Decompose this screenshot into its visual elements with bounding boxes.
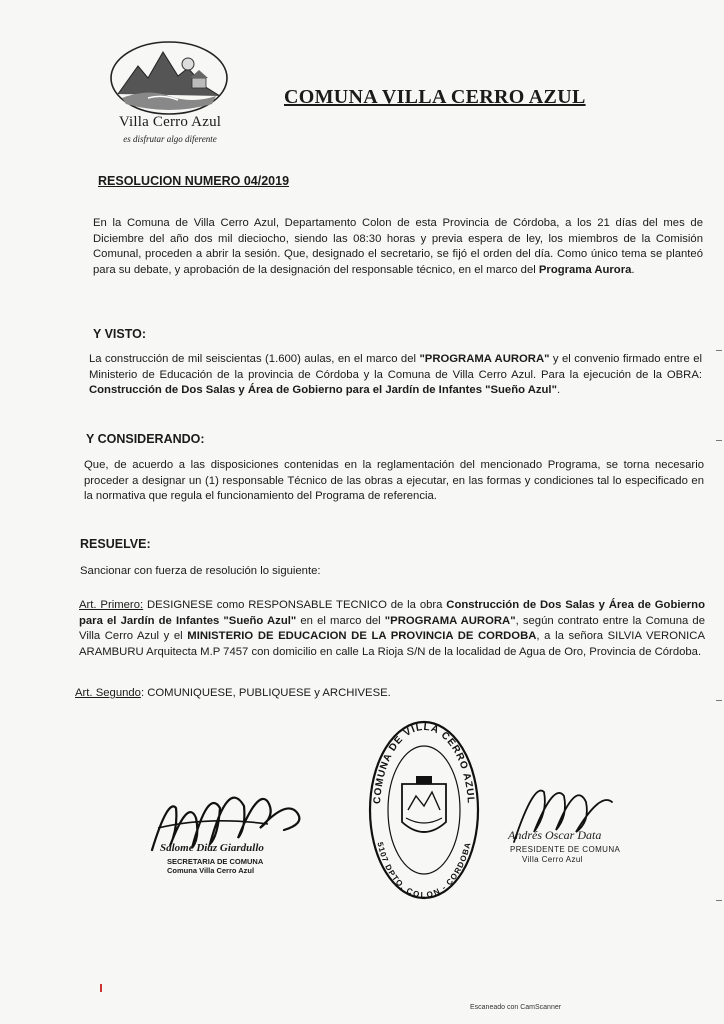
resuelve-heading: RESUELVE: [80,537,151,551]
president-name: Andrés Oscar Data [508,828,602,842]
logo-tagline: es disfrutar algo diferente [123,134,217,144]
visto-heading: Y VISTO: [93,327,147,341]
scanner-footer: Escaneado con CamScanner [470,1004,562,1011]
article-segundo: Art. Segundo: COMUNIQUESE, PUBLIQUESE y ARCHIVESE. [75,687,391,699]
logo-name: Villa Cerro Azul [118,114,222,130]
secretary-name: Salome Diaz Giardullo [160,842,264,854]
scan-mark [716,900,722,901]
intro-paragraph: En la Comuna de Villa Cerro Azul, Departamento Colon de esta Provincia de Córdoba, a los 21 días del mes de Diciembre del año dos mil dieciocho, siendo las 08:30 horas y previa espera de ley, los miembros de la Comisión Comunal, proceden a abrir la sesión. Que, designado el secretario, se fijó el orden del día. Como único tema se planteó para su debate, y aprobación de la designación del responsable técnico, en el marco del Programa Aurora. [93,217,703,276]
resuelve-intro: Sancionar con fuerza de resolución lo siguiente: [80,565,321,577]
secretary-role [167,857,263,875]
secretary-role-line1: SECRETARIA DE COMUNA [167,857,264,866]
president-role [510,845,620,865]
president-role-line2: Villa Cerro Azul [522,855,583,864]
svg-text:COMUNA DE VILLA CERRO AZUL: COMUNA DE VILLA CERRO AZUL [372,721,476,805]
article-primero: Art. Primero: DESIGNESE como RESPONSABLE TECNICO de la obra Construcción de Dos Salas y Área de Gobierno para el Jardín de Infantes "Sueño Azul" en el marco del "PROGRAMA AURORA", según contrato entre la Comuna de Villa Cerro Azul y el MINISTERIO DE EDUCACION DE LA PROVINCIA DE CORDOBA, a la señora SILVIA VERONICA ARAMBURU Arquitecta M.P 7457 con domicilio en calle La Rioja S/N de la localidad de Agua de Oro, Provincia de Córdoba. [79,599,705,658]
secretary-role-line2: Comuna Villa Cerro Azul [167,866,255,875]
scan-mark [716,350,722,351]
scan-mark [716,700,722,701]
comuna-seal [366,718,482,900]
considerando-heading: Y CONSIDERANDO: [86,432,205,446]
scan-mark [716,440,722,441]
resolution-number: RESOLUCION NUMERO 04/2019 [98,174,290,188]
red-mark [100,984,102,992]
svg-text:5107 DPTO. COLON - CORDOBA: 5107 DPTO. COLON - CORDOBA [375,841,473,900]
document-title: COMUNA VILLA CERRO AZUL [284,86,586,108]
visto-paragraph: La construcción de mil seiscientas (1.600) aulas, en el marco del "PROGRAMA AURORA" y el convenio firmado entre el Ministerio de Educación de la provincia de Córdoba y la Comuna de Villa Cerro Azul. Para la ejecución de la OBRA: Construcción de Dos Salas y Área de Gobierno para el Jardín de Infantes "Sueño Azul". [89,353,702,396]
president-role-line1: PRESIDENTE DE COMUNA [510,845,621,854]
considerando-paragraph: Que, de acuerdo a las disposiciones contenidas en la reglamentación del mencionado Programa, se torna necesario proceder a designar un (1) responsable Técnico de las obras a ejecutar, en las formas y condiciones tal lo especificado en la normativa que regula el funcionamiento del Programa de referencia. [84,459,704,502]
